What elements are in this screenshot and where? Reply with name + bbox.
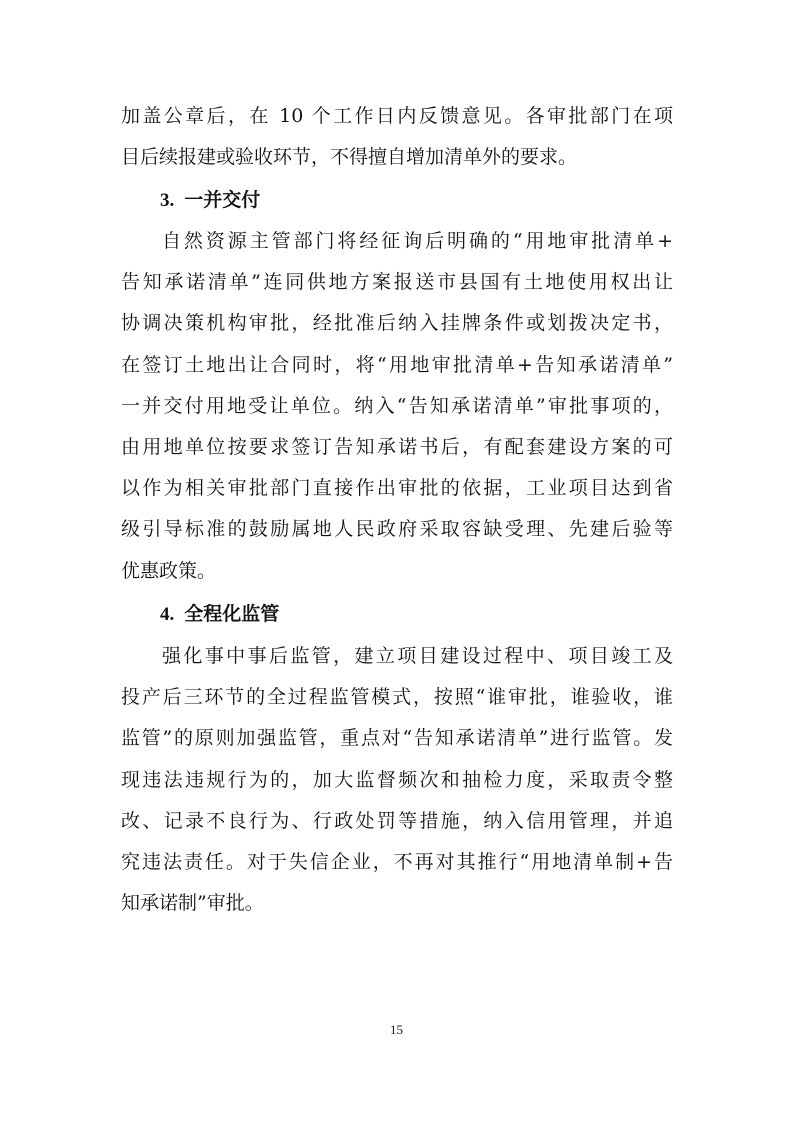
- paragraph-continuation: [121, 96, 673, 178]
- text-line: 自然资源主管部门将经征询后明确的“用地审批清单+: [162, 230, 673, 252]
- text-line: 优惠政策。: [121, 559, 217, 582]
- text-line: 目后续报建或验收环节，不得擅自增加清单外的要求。: [121, 146, 578, 169]
- page-number: 15: [390, 1022, 403, 1037]
- text-line: 加盖公章后，在 10 个工作日内反馈意见。各审批部门在项: [121, 105, 673, 127]
- paragraph-delivery: [121, 221, 673, 592]
- text-line: 以作为相关审批部门直接作出审批的依据，工业项目达到省: [121, 477, 673, 500]
- heading-title: 一并交付: [184, 189, 261, 211]
- text-line: 在签订土地出让合同时，将“用地审批清单+告知承诺清单”: [121, 353, 673, 376]
- text-line: 监管”的原则加强监管，重点对“告知承诺清单”进行监管。发: [121, 727, 673, 750]
- text-line: 强化事中事后监管，建立项目建设过程中、项目竣工及: [162, 645, 673, 667]
- text-line: 改、记录不良行为、行政处罚等措施，纳入信用管理，并追: [121, 809, 673, 832]
- heading-title: 全程化监管: [184, 603, 280, 625]
- text-line: 究违法责任。对于失信企业，不再对其推行“用地清单制+告: [121, 850, 673, 873]
- text-line: 级引导标准的鼓励属地人民政府采取容缺受理、先建后验等: [121, 518, 673, 541]
- text-line: 现违法违规行为的，加大监督频次和抽检力度，采取责令整: [121, 768, 673, 791]
- text-line: 知承诺制”审批。: [121, 892, 264, 915]
- section-heading-3: [160, 180, 260, 221]
- text-line: 由用地单位按要求签订告知承诺书后，有配套建设方案的可: [121, 435, 673, 458]
- paragraph-supervision: [121, 636, 673, 924]
- text-line: 告知承诺清单”连同供地方案报送市县国有土地使用权出让: [121, 271, 673, 294]
- text-line: 协调决策机构审批，经批准后纳入挂牌条件或划拨决定书，: [121, 312, 673, 335]
- section-heading-4: [160, 594, 279, 635]
- text-line: 一并交付用地受让单位。纳入“告知承诺清单”审批事项的，: [121, 394, 673, 417]
- heading-number: 3.: [160, 190, 175, 211]
- heading-number: 4.: [160, 604, 175, 625]
- text-line: 投产后三环节的全过程监管模式，按照“谁审批，谁验收，谁: [121, 686, 673, 709]
